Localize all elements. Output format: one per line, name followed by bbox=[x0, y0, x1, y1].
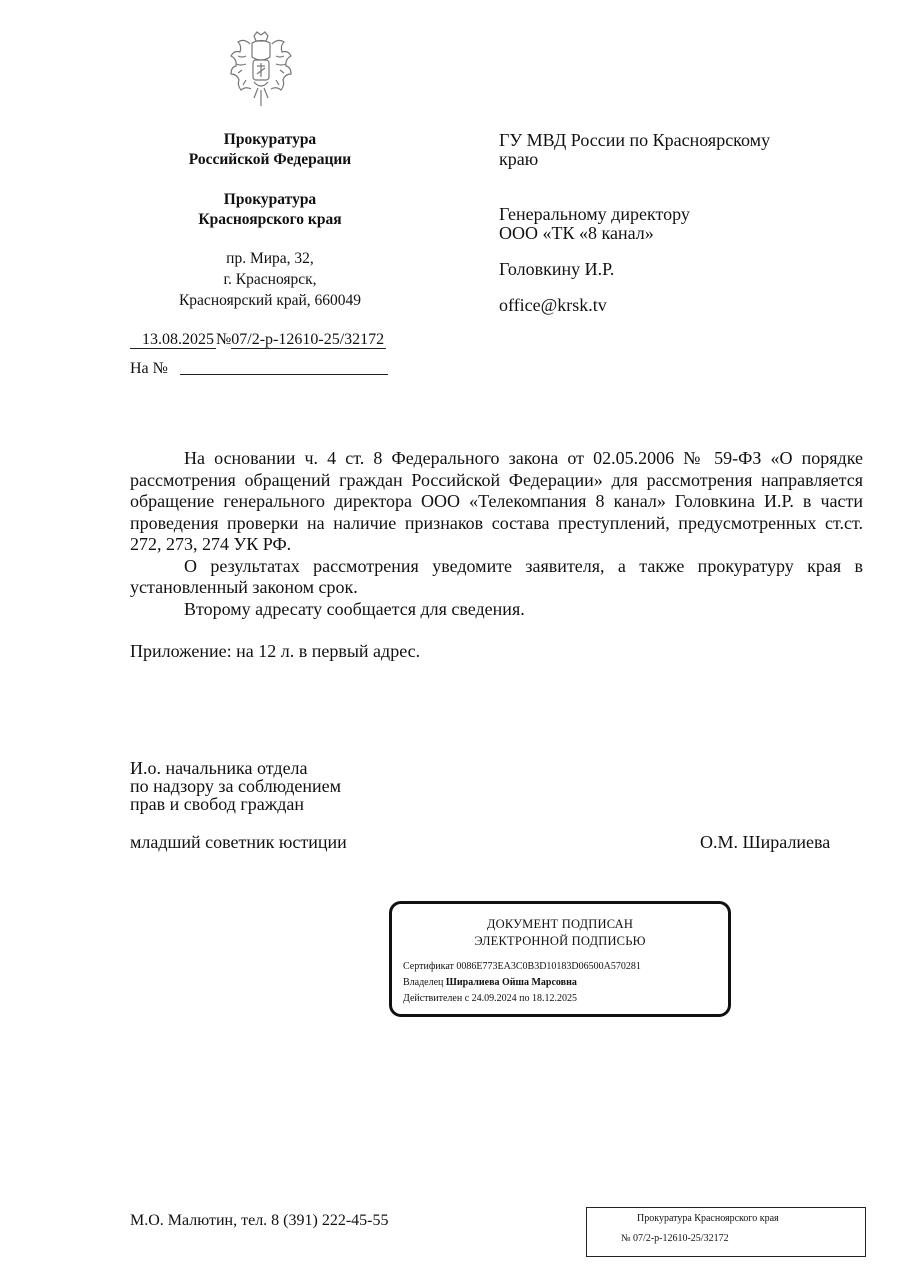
sender-address-line3: Красноярский край, 660049 bbox=[178, 292, 362, 309]
stamp-owner-label: Владелец bbox=[403, 977, 444, 988]
recipient-police bbox=[499, 131, 829, 169]
reply-reference-line bbox=[130, 359, 388, 378]
registration-box-number: № 07/2-р-12610-25/32172 bbox=[621, 1233, 729, 1244]
signer-rank: младший советник юстиции bbox=[130, 832, 347, 852]
registration-number-label: № bbox=[216, 331, 232, 348]
sender-org-regional-line2: Красноярского края bbox=[198, 211, 342, 228]
stamp-valid-to-label: по bbox=[519, 993, 530, 1004]
registration-line bbox=[130, 331, 386, 349]
registration-date: 13.08.2025 bbox=[130, 331, 216, 349]
body-paragraph-1: На основании ч. 4 ст. 8 Федерального закона от 02.05.2006 № 59-ФЗ «О порядке рассмотрения обращений граждан Российской Федерации» для рассмотрения направляется обращение генерального директора ООО «Телекомпания 8 канал» Головкина И.Р. в части проведения проверки на наличие признаков состава преступлений, предусмотренных ст.ст. 272, 273, 274 УК РФ. bbox=[130, 448, 863, 554]
stamp-title bbox=[392, 916, 728, 950]
signer-position-line3: прав и свобод граждан bbox=[130, 794, 305, 814]
reply-reference-blank bbox=[180, 359, 388, 375]
sender-org-regional bbox=[150, 190, 390, 230]
recipient-police-line1: ГУ МВД России по Красноярскому bbox=[499, 130, 771, 150]
coat-of-arms-icon bbox=[228, 30, 294, 112]
registration-number: 07/2-р-12610-25/32172 bbox=[231, 331, 385, 348]
stamp-owner-value: Ширалиева Ойша Марсовна bbox=[445, 977, 577, 988]
stamp-valid-from: 24.09.2024 bbox=[471, 993, 517, 1004]
body-paragraph-2: О результатах рассмотрения уведомите заявителя, а также прокуратуру края в установленный законом срок. bbox=[130, 555, 863, 597]
body-paragraph-3: Второму адресату сообщается для сведения. bbox=[184, 598, 525, 619]
signer-name: О.М. Ширалиева bbox=[700, 832, 831, 852]
stamp-owner bbox=[403, 975, 728, 991]
signer-position-line1: И.о. начальника отдела bbox=[130, 758, 308, 778]
sender-address bbox=[140, 248, 400, 311]
executor-contact: М.О. Малютин, тел. 8 (391) 222-45-55 bbox=[130, 1212, 389, 1229]
attachment-note: Приложение: на 12 л. в первый адрес. bbox=[130, 641, 421, 661]
e-signature-stamp bbox=[389, 901, 731, 1017]
signer-position-line2: по надзору за соблюдением bbox=[130, 776, 342, 796]
stamp-certificate bbox=[403, 959, 728, 975]
recipient-name: Головкину И.Р. bbox=[499, 259, 615, 279]
reply-reference-label: На № bbox=[130, 360, 168, 377]
stamp-valid-to: 18.12.2025 bbox=[532, 993, 578, 1004]
stamp-certificate-value: 0086E773EA3C0B3D10183D06500A570281 bbox=[456, 961, 641, 972]
registration-box bbox=[586, 1207, 866, 1257]
recipient-police-line2: краю bbox=[499, 149, 539, 169]
sender-org-regional-line1: Прокуратура bbox=[223, 191, 317, 208]
sender-org-federal bbox=[150, 130, 390, 170]
sender-address-line1: пр. Мира, 32, bbox=[226, 250, 314, 267]
recipient-director-line2: ООО «ТК «8 канал» bbox=[499, 223, 654, 243]
sender-org-federal-line1: Прокуратура bbox=[223, 131, 317, 148]
stamp-title-line1: ДОКУМЕНТ ПОДПИСАН bbox=[486, 917, 634, 931]
stamp-title-line2: ЭЛЕКТРОННОЙ ПОДПИСЬЮ bbox=[474, 934, 646, 948]
signer-position bbox=[130, 759, 341, 813]
recipient-director bbox=[499, 205, 829, 243]
letter-body bbox=[130, 448, 863, 663]
sender-address-line2: г. Красноярск, bbox=[223, 271, 317, 288]
registration-box-org: Прокуратура Красноярского края bbox=[637, 1213, 779, 1224]
recipient-director-line1: Генеральному директору bbox=[499, 204, 690, 224]
stamp-certificate-label: Сертификат bbox=[403, 961, 454, 972]
sender-org-federal-line2: Российской Федерации bbox=[188, 151, 352, 168]
stamp-valid-label: Действителен с bbox=[403, 993, 470, 1004]
stamp-validity bbox=[403, 991, 728, 1007]
recipient-email: office@krsk.tv bbox=[499, 295, 607, 315]
